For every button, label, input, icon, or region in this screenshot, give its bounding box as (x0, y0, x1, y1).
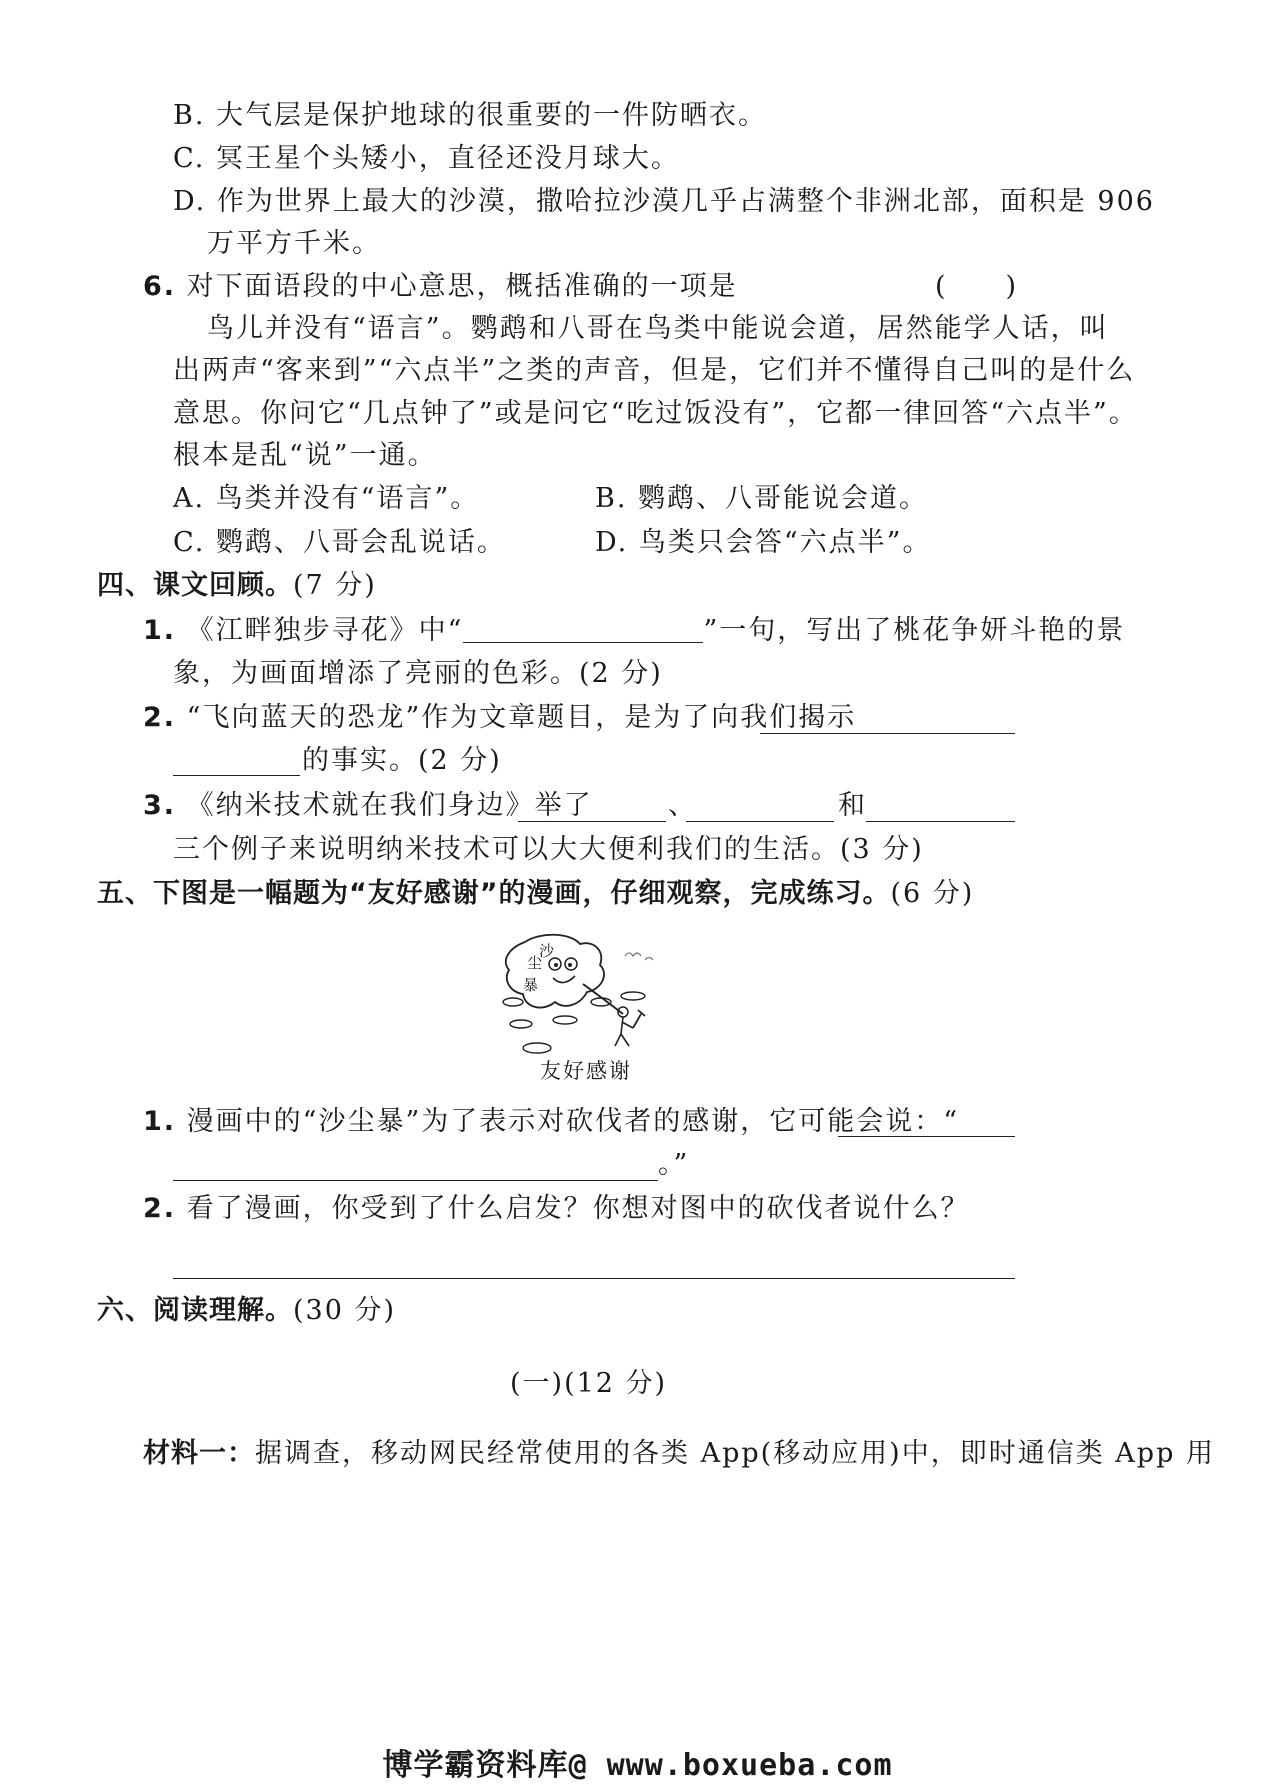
q6-option-d: D. 鸟类只会答“六点半”。 (595, 527, 932, 558)
s4-q3-blank-c[interactable] (866, 793, 1015, 822)
s4-q1-pre: 《江畔独步寻花》中“ (186, 615, 464, 646)
section4-score: (7 分) (293, 570, 377, 601)
tree-stump-5 (621, 992, 645, 1000)
material1-text: 据调查，移动网民经常使用的各类 App(移动应用)中，即时通信类 App 用 (255, 1438, 1215, 1469)
q6-number: 6. (143, 271, 177, 302)
s4-q2-blank-a[interactable] (760, 705, 1015, 734)
s5-q2-answer-line[interactable] (173, 1250, 1015, 1279)
q6-stem (143, 268, 738, 306)
s5-q2-number: 2. (143, 1193, 177, 1224)
material1-line (143, 1435, 1215, 1473)
section4-heading (97, 567, 377, 605)
s4-q3-line2: 三个例子来说明纳米技术可以大大便利我们的生活。(3 分) (173, 834, 924, 865)
s5-q1-blank-b[interactable] (173, 1152, 658, 1181)
section5-score: (6 分) (890, 878, 975, 909)
section6-heading (97, 1292, 396, 1330)
s5-q1-line1 (143, 1103, 959, 1141)
section5-heading (97, 875, 974, 913)
s4-q1-post: ”一句，写出了桃花争妍斗艳的景 (703, 615, 1126, 646)
woodcutter-axe (633, 1010, 645, 1028)
q6-passage-line4: 根本是乱“说”一通。 (173, 440, 437, 471)
q6-passage-line2: 出两声“客来到”“六点半”之类的声音，但是，它们并不懂得自己叫的是什么 (173, 355, 1136, 386)
section6-score: (30 分) (293, 1295, 397, 1326)
q6-passage-line1: 鸟儿并没有“语言”。鹦鹉和八哥在鸟类中能说会道，居然能学人话，叫 (207, 313, 1109, 344)
s5-q1-end: 。” (658, 1149, 690, 1180)
footer-watermark: 博学霸资料库@ www.boxueba.com (382, 1748, 893, 1783)
cartoon-char-chen: 尘 (527, 954, 543, 972)
s4-q1-blank[interactable] (463, 612, 703, 643)
cartoon-char-bao: 暴 (523, 976, 539, 994)
s4-q1-line2: 象，为画面增添了亮丽的色彩。(2 分) (173, 658, 663, 689)
cartoon-char-sha: 沙 (539, 942, 555, 960)
s4-q2-line1 (143, 699, 856, 737)
q6-passage-line3: 意思。你问它“几点钟了”或是问它“吃过饭没有”，它都一律回答“六点半”。 (173, 398, 1138, 429)
sandstorm-cloud (506, 935, 604, 1008)
s5-q2-text: 看了漫画，你受到了什么启发？你想对图中的砍伐者说什么？ (186, 1193, 970, 1224)
q6-stem-text: 对下面语段的中心意思，概括准确的一项是 (186, 271, 738, 302)
q5-option-d-line1: D. 作为世界上最大的沙漠，撒哈拉沙漠几乎占满整个非洲北部，面积是 906 (173, 186, 1155, 217)
cloud-smile (553, 976, 575, 983)
q6-option-b: B. 鹦鹉、八哥能说会道。 (595, 483, 929, 514)
cartoon-illustration (495, 930, 675, 1060)
section4-title: 四、课文回顾。 (97, 570, 293, 601)
q5-option-c: C. 冥王星个头矮小，直径还没月球大。 (173, 143, 680, 174)
q6-option-a: A. 鸟类并没有“语言”。 (173, 483, 480, 514)
q5-option-b: B. 大气层是保护地球的很重要的一件防晒衣。 (173, 100, 768, 131)
section5-title: 五、下图是一幅题为“友好感谢”的漫画，仔细观察，完成练习。 (97, 878, 891, 909)
s5-q1-blank-a[interactable] (838, 1108, 1015, 1137)
s4-q3-blank-b[interactable] (686, 793, 834, 822)
q6-answer-bracket[interactable]: ( ) (935, 271, 1019, 302)
s4-q1-number: 1. (143, 615, 177, 646)
tree-stump-1 (503, 998, 523, 1006)
s4-q3-number: 3. (143, 790, 177, 821)
s4-q1-line1 (143, 612, 1125, 650)
s5-q2-line (143, 1190, 970, 1228)
s4-q2-line2: 的事实。(2 分) (302, 745, 502, 776)
section6-part1-title: (一)(12 分) (510, 1368, 668, 1399)
s4-q3-sep: 、 (668, 790, 697, 821)
tree-stump-2 (510, 1020, 532, 1028)
woodcutter-body (615, 1017, 633, 1046)
s5-q1-number: 1. (143, 1106, 177, 1137)
cloud-pupil-left (554, 963, 558, 967)
dust-swirls (625, 953, 653, 960)
q6-option-c: C. 鹦鹉、八哥会乱说话。 (173, 527, 506, 558)
cloud-pupil-right (568, 963, 572, 967)
cloud-arm (583, 984, 623, 1014)
s4-q3-pre: 《纳米技术就在我们身边》举了 (186, 790, 593, 821)
s4-q2-blank-b[interactable] (173, 747, 300, 776)
s4-q3-and: 和 (838, 790, 867, 821)
cartoon-caption: 友好感谢 (540, 1059, 632, 1083)
s4-q2-pre: “飞向蓝天的恐龙”作为文章题目，是为了向我们揭示 (186, 702, 857, 733)
q5-option-d-line2: 万平方千米。 (207, 228, 381, 259)
section6-title: 六、阅读理解。 (97, 1295, 293, 1326)
tree-stump-3 (553, 1016, 577, 1024)
material1-label: 材料一： (143, 1438, 255, 1469)
s4-q3-blank-a[interactable] (518, 793, 666, 822)
s5-q1-pre: 漫画中的“沙尘暴”为了表示对砍伐者的感谢，它可能会说：“ (186, 1106, 960, 1137)
s4-q2-number: 2. (143, 702, 177, 733)
